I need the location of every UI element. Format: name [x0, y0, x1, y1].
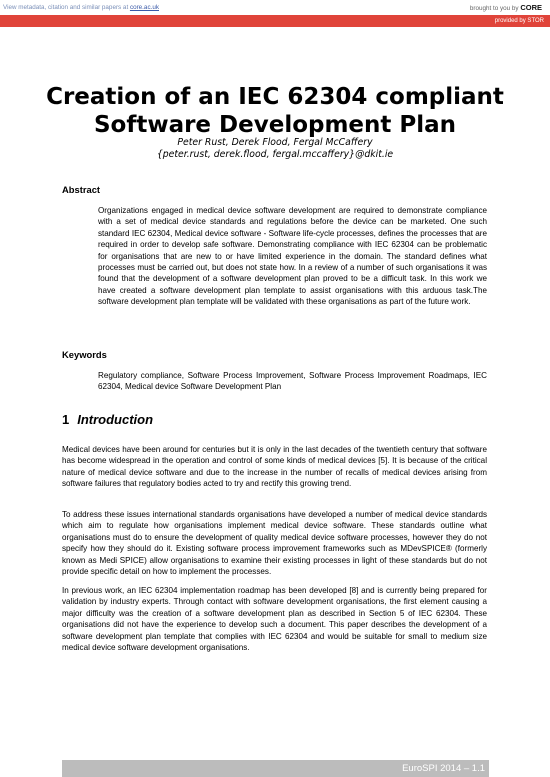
core-logo: CORE	[520, 3, 542, 12]
core-metadata-link[interactable]	[3, 0, 159, 15]
intro-paragraph-3: In previous work, an IEC 62304 implementation roadmap has been developed [8] and is currently being prepared for validation by industry experts. Through contact with software development organisations, the first element causing a major difficulty was the creation of a software development plan as described in Section 5 of IEC 62304. These organisations did not have the experience to develop such a document. This paper describes the development of a software development plan template that complies with IEC 62304 and would be suitable for small to medium size medical device software development organisations.	[62, 586, 487, 653]
core-banner	[0, 0, 550, 15]
author-block	[0, 137, 550, 161]
core-provider-text[interactable]: provided by STOR	[494, 18, 544, 24]
footer-text: EuroSPI 2014 – 1.1	[402, 763, 485, 774]
intro-paragraph-1: Medical devices have been around for centuries but it is only in the last decades of the twentieth century that software has become widespread in the operation and control of some kinds of medical devices [5]. It is because of the critical nature of medical device software and due to the increase in the number of recalls of medical devices arising from software failures that regulatory bodies acted to try and rectify this growing trend.	[62, 445, 487, 489]
core-brought-text: brought to you by	[469, 5, 521, 12]
section-number: 1	[62, 412, 70, 427]
keywords-heading: Keywords	[62, 349, 107, 360]
core-metadata-text: View metadata, citation and similar papers at	[3, 4, 130, 11]
section-heading	[62, 412, 153, 427]
title-line-2: Software Development Plan	[93, 112, 457, 138]
abstract-text: Organizations engaged in medical device software development are required to demonstrate compliance with a set of medical device standards and regulations before the device can be marketed. One such standard IEC 62304, Medical device software - Software life-cycle processes, defines the processes that are required in order to develop safe software. Demonstrating compliance with IEC 62304 can be problematic for organisations that are new to or have limited experience in the domain. The standard defines what processes must be carried out, but does not state how. In a review of a number of such organisations it was found that the development of a software development plan proved to be a difficult task. In this work we have created a software development plan template to assist organisations with this arduous task.The software development plan template will be validated with these organisations as part of the future work.	[98, 206, 487, 307]
core-provider-bar	[0, 15, 550, 27]
core-brand[interactable]	[470, 0, 542, 16]
abstract-heading: Abstract	[62, 184, 101, 195]
title-line-1: Creation of an IEC 62304 compliant	[46, 84, 504, 110]
author-emails: {peter.rust, derek.flood, fergal.mccaffery}@dkit.ie	[156, 149, 394, 160]
keywords-text: Regulatory compliance, Software Process Improvement, Software Process Improvement Roadmaps, IEC 62304, Medical device Software Development Plan	[98, 371, 487, 392]
page-footer	[62, 760, 489, 777]
intro-paragraph-2: To address these issues international standards organisations have developed a number of medical device standards which aim to regulate how organisations implement medical device software. These standards outline what organisations must do to ensure the development of quality medical device software processes, however they do not specify how they should do it. Existing software process improvement frameworks such as MDevSPICE® (formerly known as Medi SPICE) allow organisations to examine their existing processes in light of these standards but do not provide specific detail on how to implement the processes.	[62, 510, 487, 577]
paper-title	[0, 83, 550, 139]
core-link[interactable]: core.ac.uk	[129, 4, 159, 11]
section-title: Introduction	[77, 412, 154, 427]
author-names: Peter Rust, Derek Flood, Fergal McCaffery	[177, 137, 373, 148]
